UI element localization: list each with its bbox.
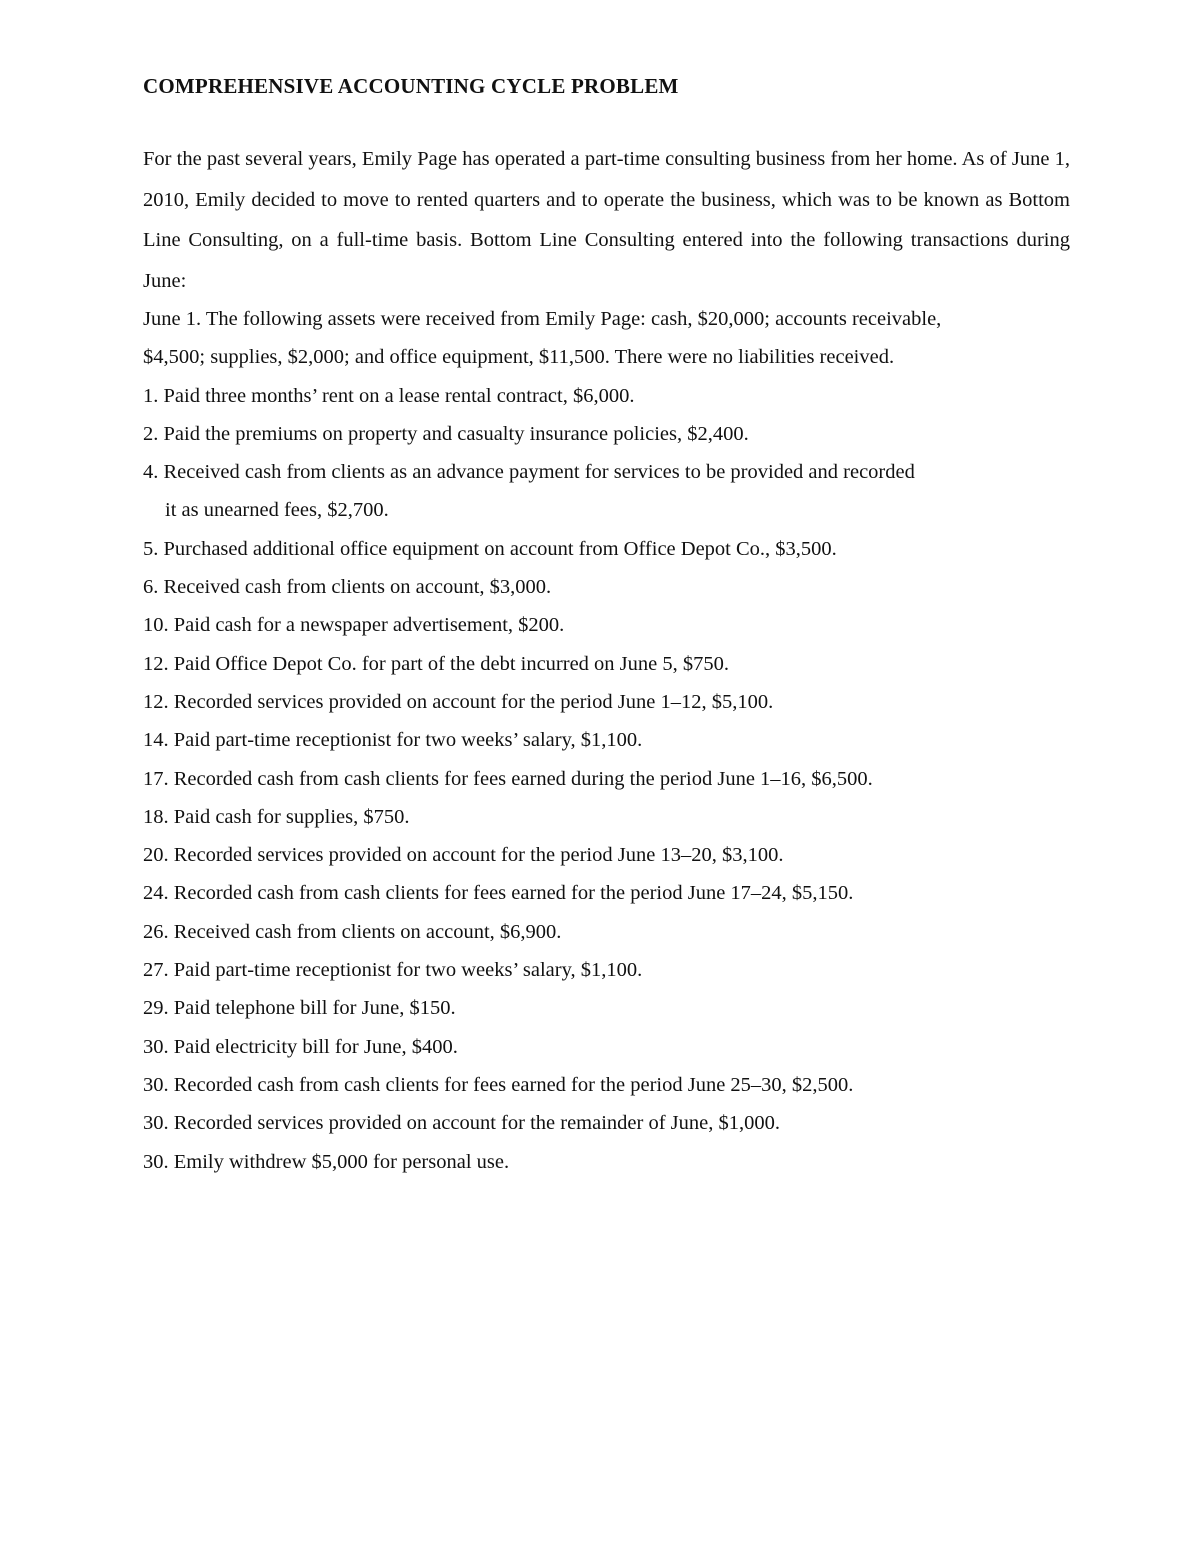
transaction-item [143, 989, 1083, 1027]
transaction-item [143, 1066, 1083, 1104]
transaction-text: 5. Purchased additional office equipment on account from Office Depot Co., $3,500. [143, 537, 837, 560]
transaction-text: 29. Paid telephone bill for June, $150. [143, 997, 456, 1020]
transaction-text: 4. Received cash from clients as an advance payment for services to be provided and recorded [143, 461, 915, 484]
transaction-list [143, 300, 1083, 1181]
transaction-item [143, 1143, 1083, 1181]
document-title: COMPREHENSIVE ACCOUNTING CYCLE PROBLEM [143, 74, 679, 98]
transaction-item [143, 453, 1083, 530]
transaction-text: 24. Recorded cash from cash clients for fees earned for the period June 17–24, $5,150. [143, 882, 854, 905]
transaction-item [143, 874, 1083, 912]
transaction-item [143, 951, 1083, 989]
transaction-text: 18. Paid cash for supplies, $750. [143, 805, 410, 828]
transaction-text: 2. Paid the premiums on property and casualty insurance policies, $2,400. [143, 422, 749, 445]
transaction-text: June 1. The following assets were received from Emily Page: cash, $20,000; accounts receivable, [143, 308, 942, 330]
transaction-text: 30. Recorded cash from cash clients for fees earned for the period June 25–30, $2,500. [143, 1073, 854, 1096]
transaction-text: 27. Paid part-time receptionist for two weeks’ salary, $1,100. [143, 959, 643, 982]
transaction-text: 17. Recorded cash from cash clients for fees earned during the period June 1–16, $6,500. [143, 767, 873, 790]
transaction-text: 10. Paid cash for a newspaper advertisement, $200. [143, 614, 565, 637]
transaction-text: 6. Received cash from clients on account, $3,000. [143, 576, 552, 599]
transaction-item [143, 377, 1083, 415]
transaction-item [143, 760, 1083, 798]
transaction-item [143, 300, 1083, 377]
transaction-item [143, 721, 1083, 759]
transaction-item [143, 913, 1083, 951]
transaction-text: 12. Recorded services provided on account for the period June 1–12, $5,100. [143, 690, 774, 713]
transaction-item [143, 798, 1083, 836]
transaction-item [143, 530, 1083, 568]
transaction-item [143, 836, 1083, 874]
transaction-text: 20. Recorded services provided on account for the period June 13–20, $3,100. [143, 844, 784, 867]
transaction-text: 1. Paid three months’ rent on a lease rental contract, $6,000. [143, 384, 635, 407]
transaction-item [143, 1028, 1083, 1066]
intro-paragraph: For the past several years, Emily Page has operated a part-time consulting business from her home. As of June 1, 2010, Emily decided to move to rented quarters and to operate the business, which was to be known as Bottom Line Consulting, on a full-time basis. Bottom Line Consulting entered into the following transactions during June: [143, 148, 1070, 292]
transaction-item [143, 415, 1083, 453]
transaction-item [143, 683, 1083, 721]
transaction-text: 26. Received cash from clients on account, $6,900. [143, 920, 562, 943]
transaction-text-continued: $4,500; supplies, $2,000; and office equipment, $11,500. There were no liabilities received. [143, 346, 895, 369]
transaction-text: 30. Emily withdrew $5,000 for personal use. [143, 1150, 510, 1173]
transaction-item [143, 606, 1083, 644]
transaction-text-continued: it as unearned fees, $2,700. [165, 499, 389, 522]
transaction-text: 12. Paid Office Depot Co. for part of the debt incurred on June 5, $750. [143, 652, 730, 675]
transaction-text: 30. Paid electricity bill for June, $400. [143, 1035, 458, 1058]
transaction-item [143, 1104, 1083, 1142]
transaction-text: 30. Recorded services provided on account for the remainder of June, $1,000. [143, 1112, 781, 1135]
transaction-text: 14. Paid part-time receptionist for two weeks’ salary, $1,100. [143, 729, 643, 752]
transaction-item [143, 568, 1083, 606]
transaction-item [143, 645, 1083, 683]
